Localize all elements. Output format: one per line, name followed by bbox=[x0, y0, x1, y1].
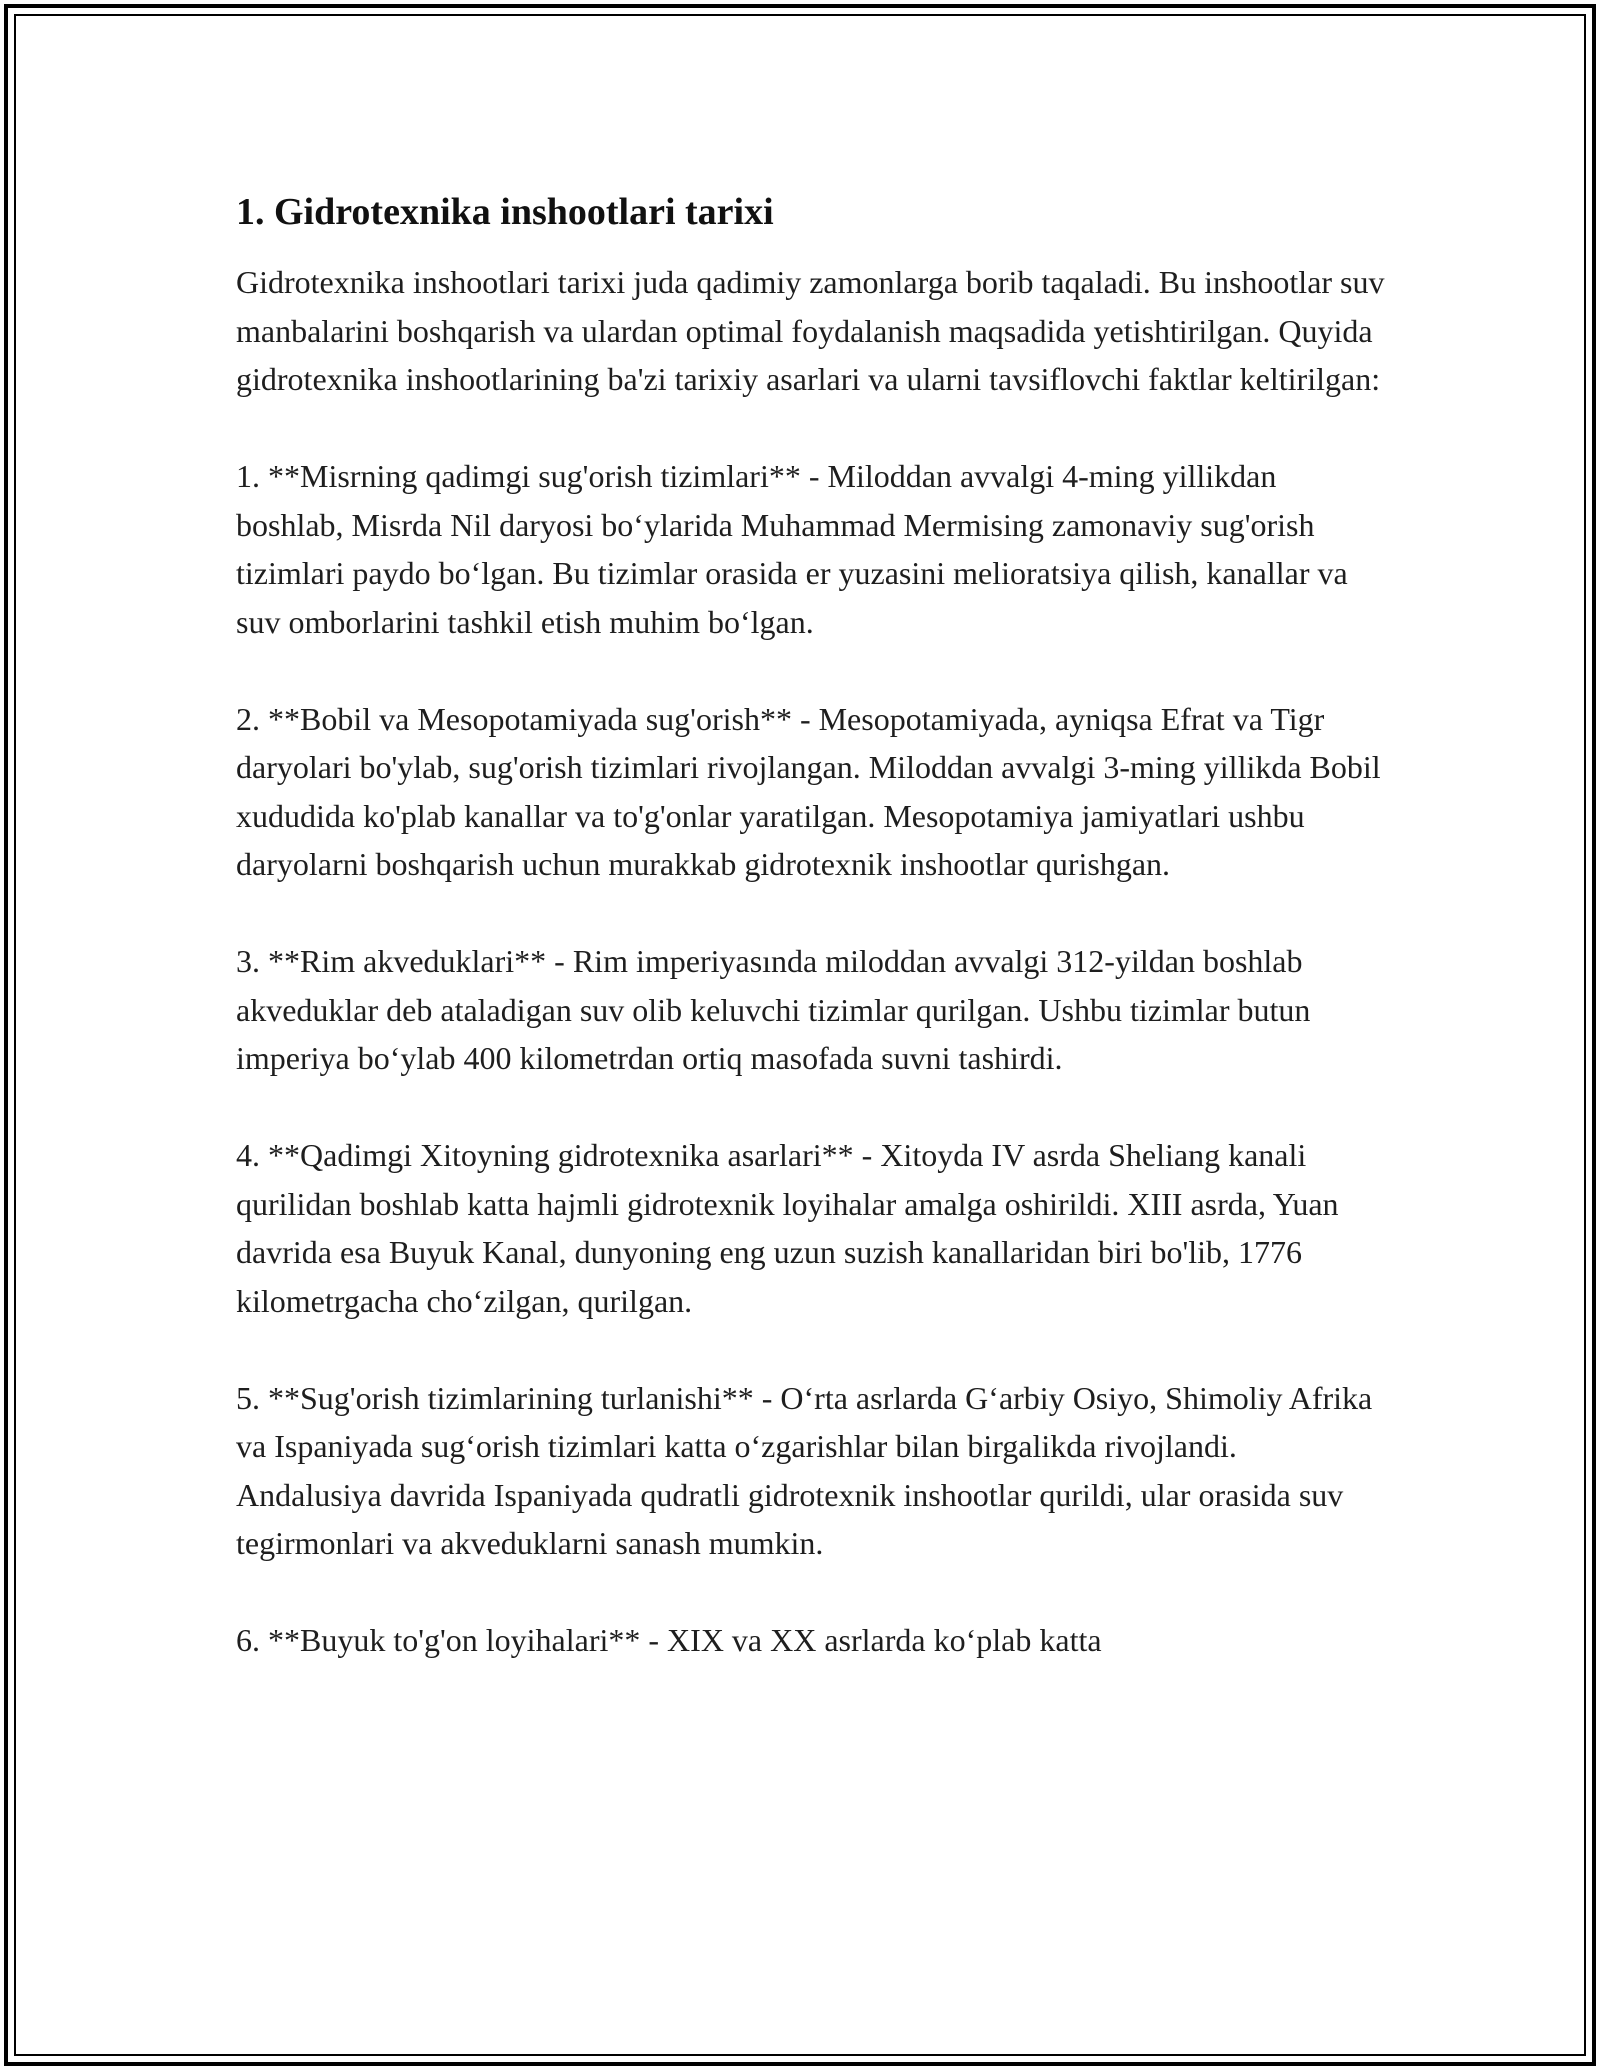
intro-paragraph: Gidrotexnika inshootlari tarixi juda qadimiy zamonlarga borib taqaladi. Bu inshootlar suv manbalarini boshqarish va ulardan optimal foydalanish maqsadida yetishtirilgan. Quyida gidrotexnika inshootlarining ba'zi tarixiy asarlari va ularni tavsiflovchi faktlar keltirilgan: bbox=[236, 264, 1385, 397]
list-item-egypt: 1. **Misrning qadimgi sug'orish tizimlari** - Miloddan avvalgi 4-ming yillikdan boshlab, Misrda Nil daryosi bo‘ylarida Muhammad Mermising zamonaviy sug'orish tizimlari paydo bo‘lgan. Bu tizimlar orasida er yuzasini melioratsiya qilish, kanallar va suv omborlarini tashkil etish muhim bo‘lgan. bbox=[236, 458, 1348, 640]
list-item-mesopotamia: 2. **Bobil va Mesopotamiyada sug'orish** - Mesopotamiyada, ayniqsa Efrat va Tigr daryolari bo'ylab, sug'orish tizimlari rivojlangan. Miloddan avvalgi 3-ming yillikda Bobil xududida ko'plab kanallar va to'g'onlar yaratilgan. Mesopotamiya jamiyatlari ushbu daryolarni boshqarish uchun murakkab gidrotexnik inshootlar qurishgan. bbox=[236, 700, 1381, 882]
list-item-china: 4. **Qadimgi Xitoyning gidrotexnika asarlari** - Xitoyda IV asrda Sheliang kanali qurilidan boshlab katta hajmli gidrotexnik loyihalar amalga oshirildi. XIII asrda, Yuan davrida esa Buyuk Kanal, dunyoning eng uzun suzish kanallaridan biri bo'lib, 1776 kilometrgacha cho‘zilgan, qurilgan. bbox=[236, 1137, 1339, 1319]
list-item-medieval: 5. **Sug'orish tizimlarining turlanishi** - O‘rta asrlarda G‘arbiy Osiyo, Shimoliy Afrika va Ispaniyada sug‘orish tizimlari katta o‘zgarishlar bilan birgalikda rivojlandi. Andalusiya davrida Ispaniyada qudratli gidrotexnik inshootlar qurildi, ular orasida suv tegirmonlari va akveduklarni sanash mumkin. bbox=[236, 1379, 1373, 1561]
list-item-dams: 6. **Buyuk to'g'on loyihalari** - XIX va XX asrlarda ko‘plab katta bbox=[236, 1622, 1102, 1658]
list-item-rome: 3. **Rim akveduklari** - Rim imperiyasında miloddan avvalgi 312-yildan boshlab akveduklar deb ataladigan suv olib keluvchi tizimlar qurilgan. Ushbu tizimlar butun imperiya bo‘ylab 400 kilometrdan ortiq masofada suvni tashirdi. bbox=[236, 943, 1311, 1076]
document-page bbox=[236, 188, 1386, 1665]
section-heading: 1. Gidrotexnika inshootlari tarixi bbox=[236, 191, 774, 233]
